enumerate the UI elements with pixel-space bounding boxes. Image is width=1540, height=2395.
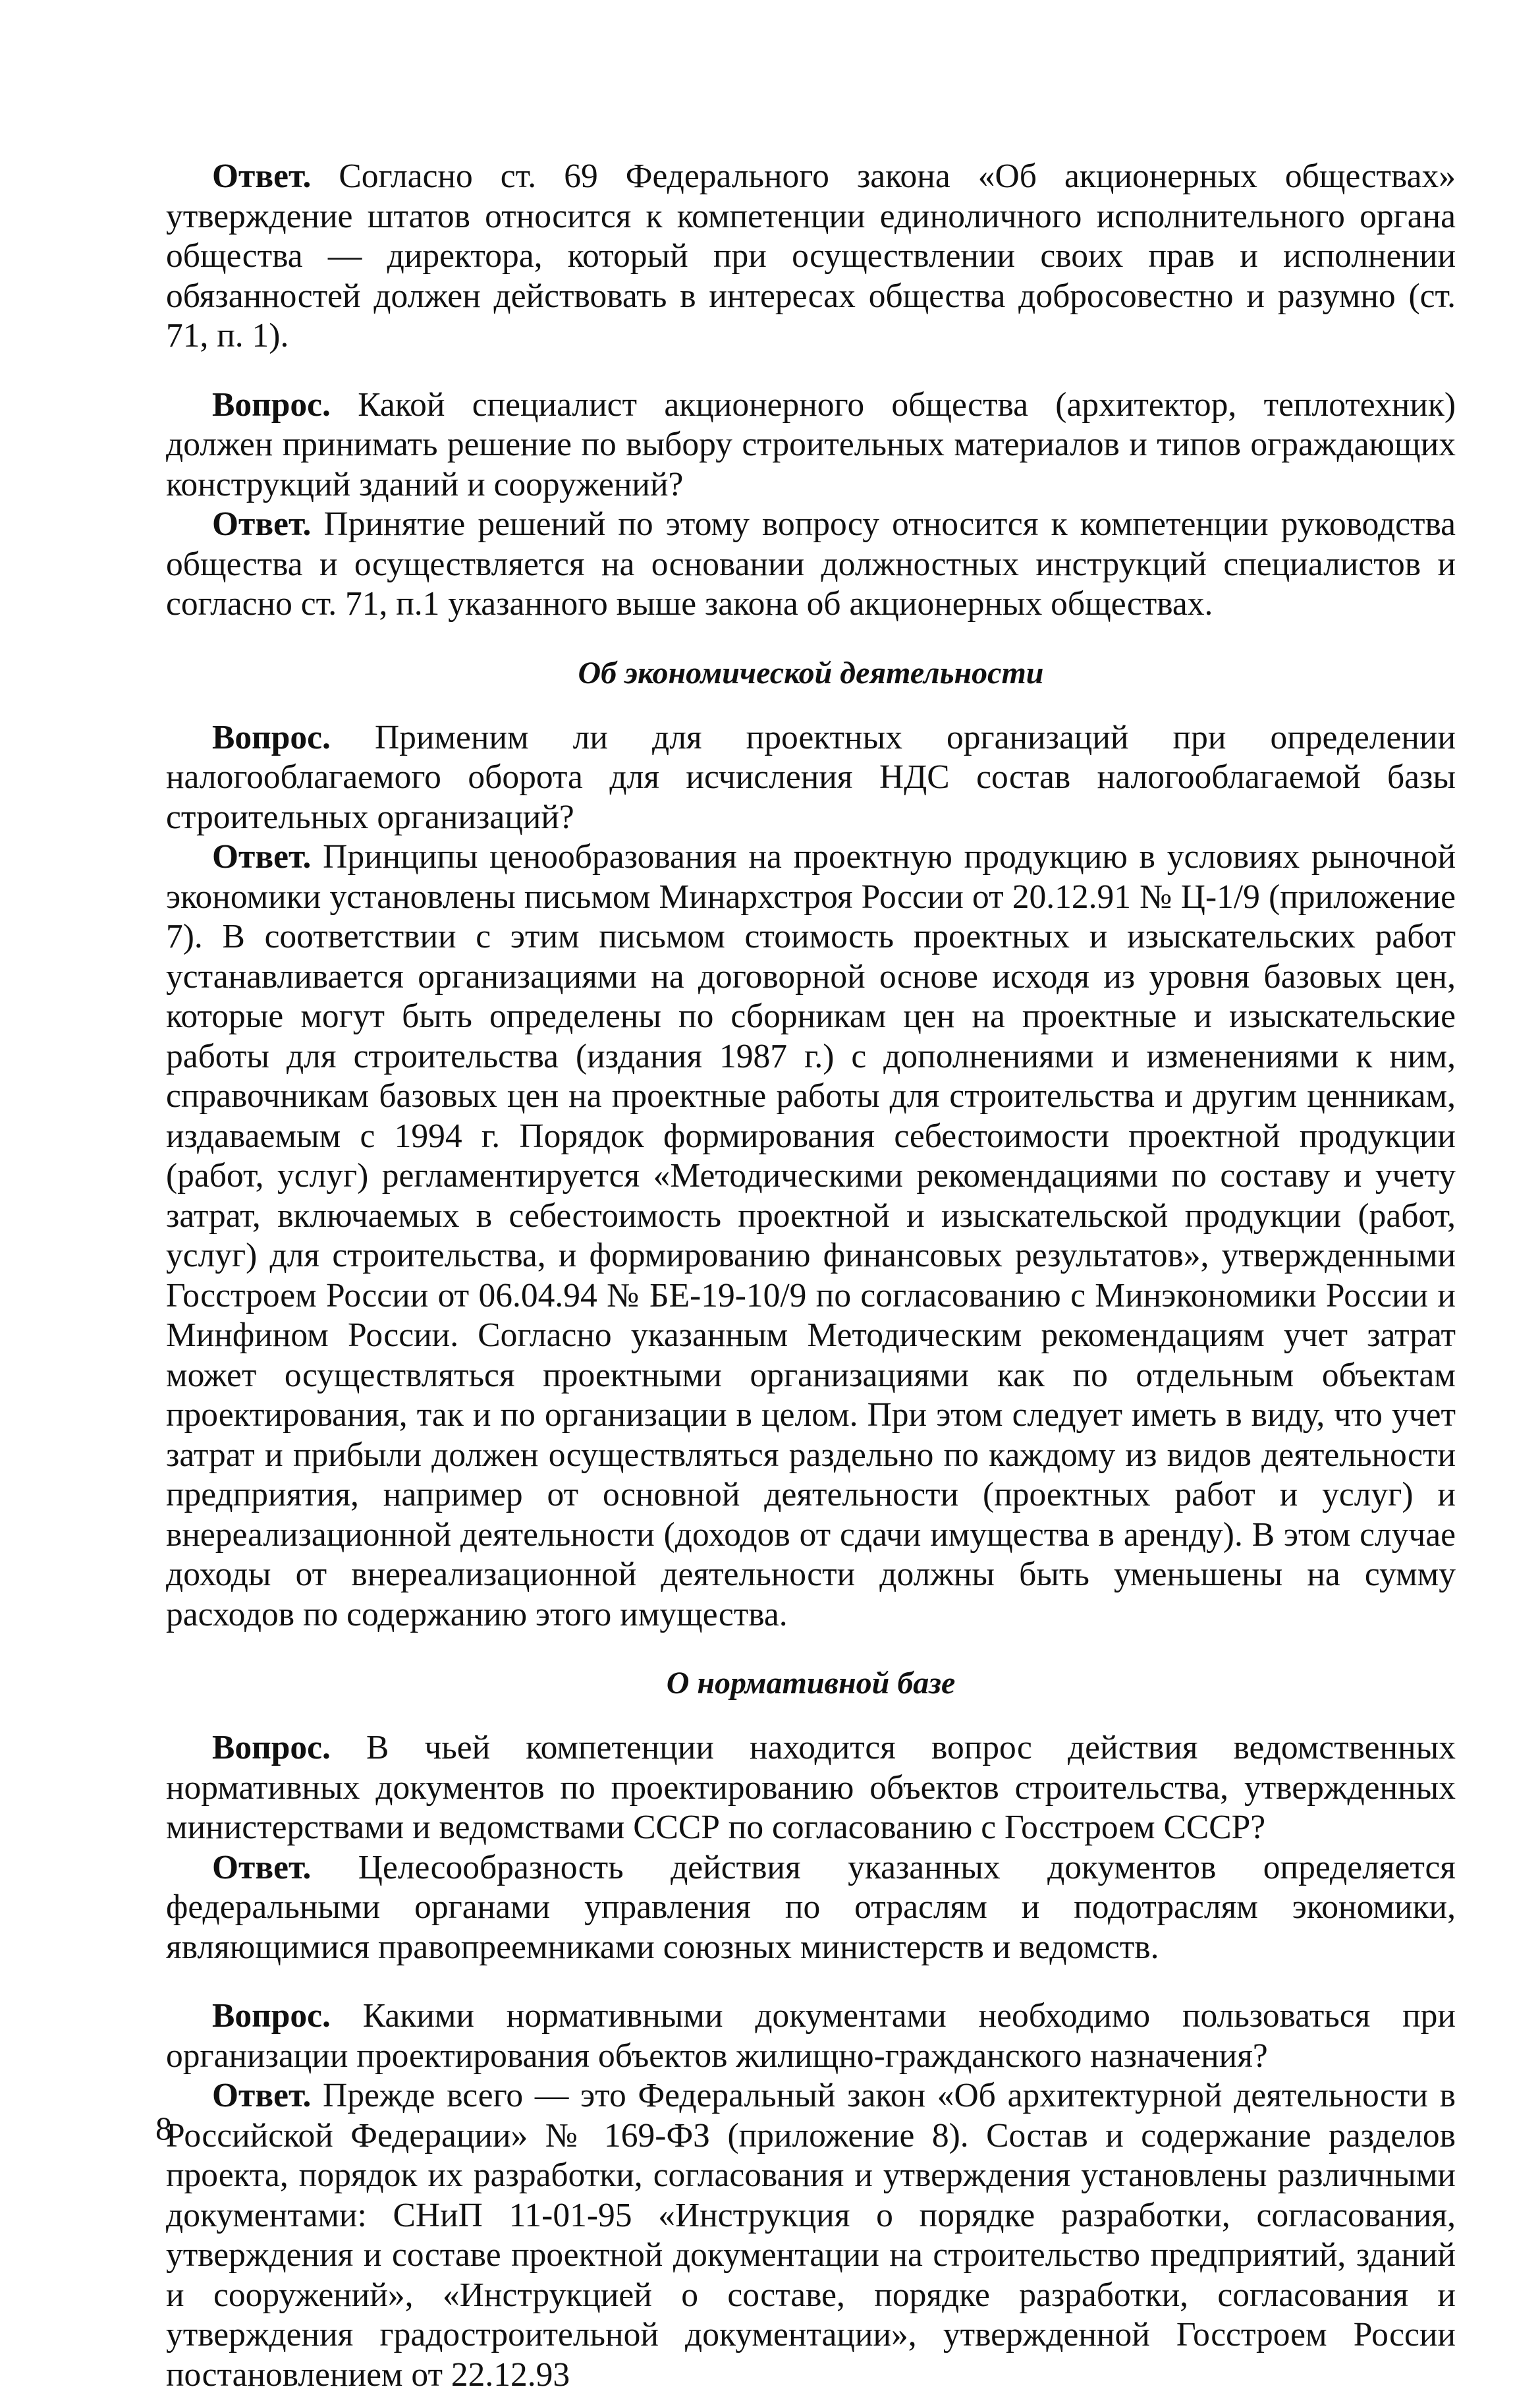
answer-label: Ответ. [212, 505, 312, 543]
page-content [166, 157, 1456, 2395]
answer-paragraph [166, 505, 1456, 625]
question-paragraph [166, 1728, 1456, 1848]
question-text: В чьей компетенции находится вопрос действия ведомственных нормативных документов по проектированию объектов строительства, утвержденных министерствами и ведомствами СССР по согласованию с Госстроем СССР? [166, 1729, 1456, 1846]
question-label: Вопрос. [212, 385, 331, 424]
answer-paragraph [166, 157, 1456, 356]
question-text: Какой специалист акционерного общества (архитектор, теплотехник) должен принимать решение по выбору строительных материалов и типов ограждающих конструкций зданий и сооружений? [166, 385, 1456, 503]
question-paragraph [166, 718, 1456, 838]
answer-label: Ответ. [212, 1848, 312, 1886]
answer-text: Согласно ст. 69 Федерального закона «Об акционерных обществах» утверждение штатов относится к компетенции единоличного исполнительного органа общества — директора, который при осуществлении своих прав и исполнении обязанностей должен действовать в интересах общества добросовестно и разумно (ст. 71, п. 1). [166, 157, 1456, 354]
section-heading-normative: О нормативной базе [666, 1666, 956, 1701]
answer-text: Принципы ценообразования на проектную продукцию в условиях рыночной экономики установлены письмом Минархстроя России от 20.12.91 № Ц-1/9 (приложение 7). В соответствии с этим письмом стоимость проектных и изыскательских работ устанавливается организациями на договорной основе исходя из уровня базовых цен, которые могут быть определены по сборникам цен на проектные и изыскательские работы для строительства (издания 1987 г.) с дополнениями и изменениями к ним, справочникам базовых цен на проектные работы для строительства и другим ценникам, издаваемым с 1994 г. Порядок формирования себестоимости проектной продукции (работ, услуг) регламентируется «Методическими рекомендациями по составу и учету затрат, включаемых в себестоимость проектной и изыскательской продукции (работ, услуг) для строительства, и формированию финансовых результатов», утвержденными Госстроем России от 06.04.94 № БЕ-19-10/9 по согласованию с Минэкономики России и Минфином России. Согласно указанным Методическим рекомендациям учет затрат может осуществляться проектными организациями как по отдельным объектам проектирования, так и по организации в целом. При этом следует иметь в виду, что учет затрат и прибыли должен осуществляться раздельно по каждому из видов деятельности предприятия, например от основной деятельности (проектных работ и услуг) и внереализационной деятельности (доходов от сдачи имущества в аренду). В этом случае доходы от внереализационной деятельности должны быть уменьшены на сумму расходов по содержанию этого имущества. [166, 838, 1456, 1633]
question-paragraph [166, 385, 1456, 505]
page-number: 8 [155, 2110, 172, 2147]
question-text: Применим ли для проектных организаций при определении налогооблагаемого оборота для исчисления НДС состав налогооблагаемой базы строительных организаций? [166, 718, 1456, 836]
question-text: Какими нормативными документами необходимо пользоваться при организации проектирования объектов жилищно-гражданского назначения? [166, 1997, 1456, 2075]
answer-paragraph [166, 1848, 1456, 1968]
answer-text: Целесообразность действия указанных документов определяется федеральными органами управления по отраслям и подотраслям экономики, являющимися правопреемниками союзных министерств и ведомств. [166, 1848, 1456, 1966]
answer-label: Ответ. [212, 838, 312, 876]
answer-paragraph [166, 2076, 1456, 2395]
question-label: Вопрос. [212, 1729, 331, 1766]
question-label: Вопрос. [212, 718, 331, 756]
answer-paragraph [166, 837, 1456, 1635]
answer-label: Ответ. [212, 2077, 312, 2114]
question-paragraph [166, 1996, 1456, 2076]
section-heading-economic: Об экономической деятельности [578, 655, 1044, 690]
answer-label: Ответ. [212, 157, 312, 195]
question-label: Вопрос. [212, 1997, 331, 2035]
answer-text: Прежде всего — это Федеральный закон «Об архитектурной деятельности в Российской Федерации» № 169-ФЗ (приложение 8). Состав и содержание разделов проекта, порядок их разработки, согласования и утверждения установлены различными документами: СНиП 11-01-95 «Инструкция о порядке разработки, согласования, утверждения и составе проектной документации на строительство предприятий, зданий и сооружений», «Инструкцией о составе, порядке разработки, согласования и утверждения градостроительной документации», утвержденной Госстроем России постановлением от 22.12.93 [166, 2077, 1456, 2394]
answer-text: Принятие решений по этому вопросу относится к компетенции руководства общества и осуществляется на основании должностных инструкций специалистов и согласно ст. 71, п.1 указанного выше закона об акционерных обществах. [166, 505, 1456, 623]
